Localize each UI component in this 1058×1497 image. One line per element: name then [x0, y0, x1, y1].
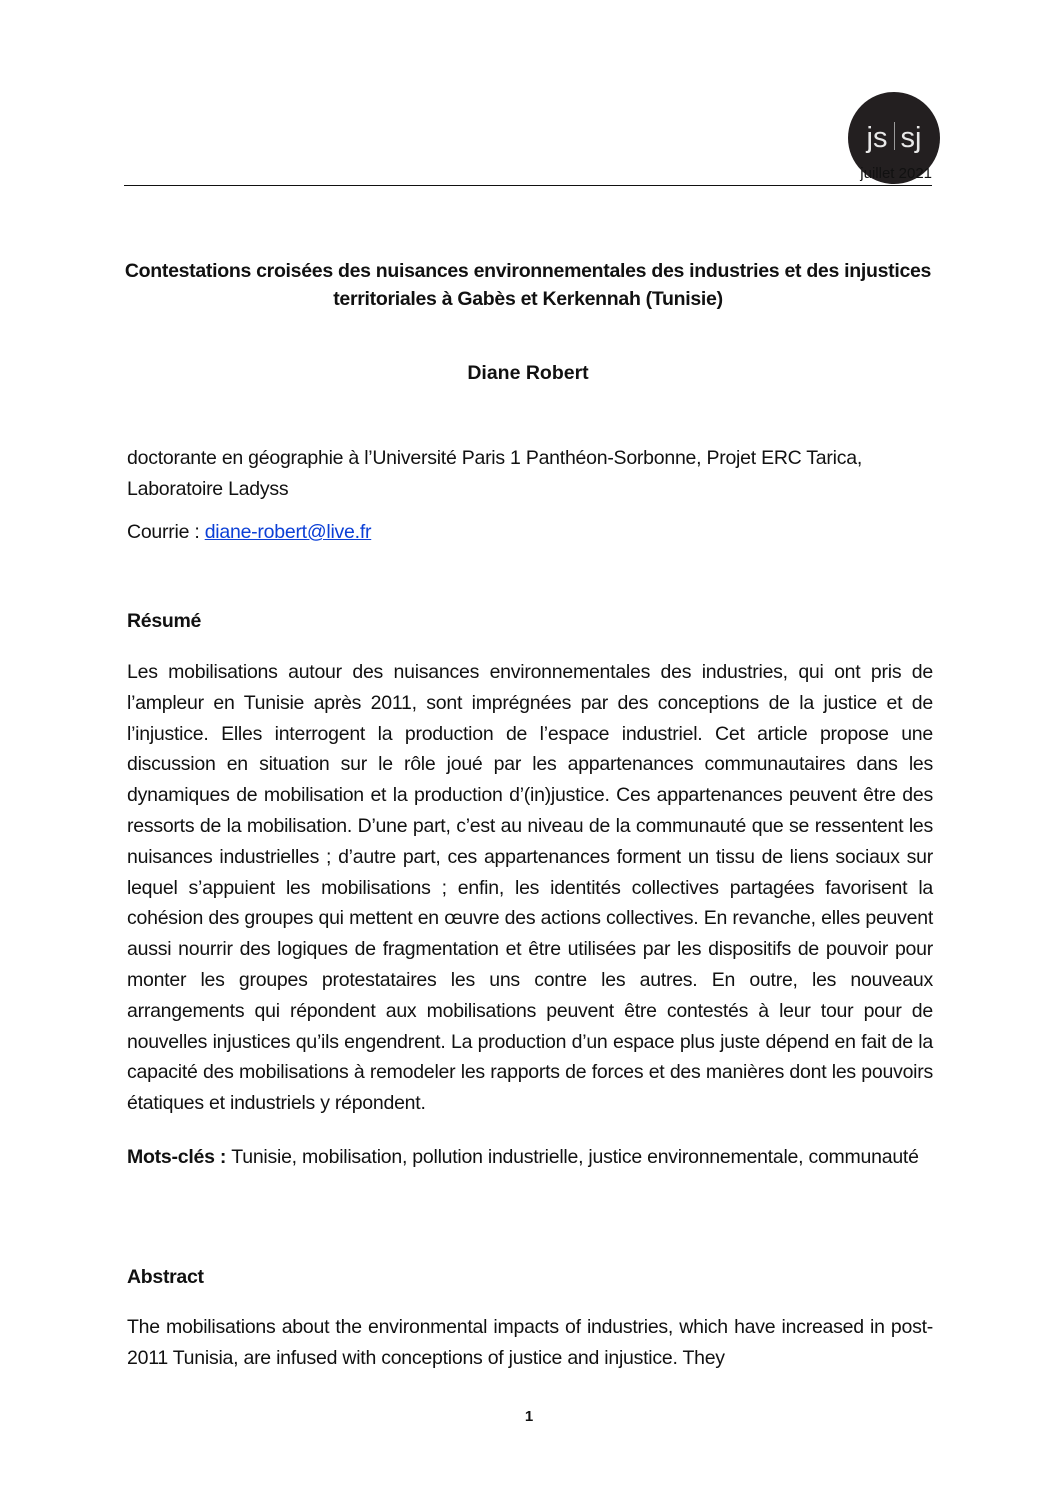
email-label: Courrie : — [127, 521, 205, 543]
publication-date: juillet 2021 — [860, 165, 932, 182]
article-title: Contestations croisées des nuisances environnementales des industries et des injustices territoriales à Gabès et Kerkennah (Tunisie) — [124, 260, 932, 310]
logo-left-text: js — [866, 121, 888, 154]
resume-heading: Résumé — [127, 610, 202, 632]
email-line — [127, 517, 933, 548]
header-divider — [124, 185, 932, 186]
abstract-paragraph: The mobilisations about the environmental impacts of industries, which have increased in post-2011 Tunisia, are infused with conceptions of justice and injustice. They — [127, 1316, 933, 1369]
logo-right-text: sj — [900, 121, 922, 154]
abstract-heading: Abstract — [127, 1266, 204, 1288]
author-name: Diane Robert — [467, 362, 589, 384]
keywords-list: Tunisie, mobilisation, pollution industrielle, justice environnementale, communauté — [231, 1146, 919, 1168]
author-affiliation: doctorante en géographie à l’Université Paris 1 Panthéon-Sorbonne, Projet ERC Tarica, Laboratoire Ladyss — [127, 447, 862, 500]
resume-paragraph: Les mobilisations autour des nuisances environnementales des industries, qui ont pris de l’ampleur en Tunisie après 2011, sont imprégnées par des conceptions de la justice et de l’injustice. Elles interrogent la production de l’espace industriel. Cet article propose une discussion en situation sur le rôle joué par les appartenances communautaires dans les dynamiques de mobilisation et la production d’(in)justice. Ces appartenances peuvent être des ressorts de la mobilisation. D’une part, c’est au niveau de la communauté que se ressentent les nuisances industrielles ; d’autre part, ces appartenances forment un tissu de liens sociaux sur lequel s’appuient les mobilisations ; enfin, les identités collectives partagées favorisent la cohésion des groupes qui mettent en œuvre des actions collectives. En revanche, elles peuvent aussi nourrir des logiques de fragmentation et être utilisées par les dispositifs de pouvoir pour monter les groupes protestataires les uns contre les autres. En outre, les nouveaux arrangements qui répondent aux mobilisations peuvent être contestés à leur tour pour de nouvelles injustices qu’ils engendrent. La production d’un espace plus juste dépend en fait de la capacité des mobilisations à remodeler les rapports de forces et des manières dont les pouvoirs étatiques et industriels y répondent. — [127, 661, 933, 1115]
page-number: 1 — [524, 1408, 534, 1425]
logo-separator — [894, 122, 895, 150]
keywords-label: Mots-clés : — [127, 1146, 232, 1168]
keywords — [127, 1142, 933, 1173]
email-link[interactable]: diane-robert@live.fr — [204, 521, 372, 543]
